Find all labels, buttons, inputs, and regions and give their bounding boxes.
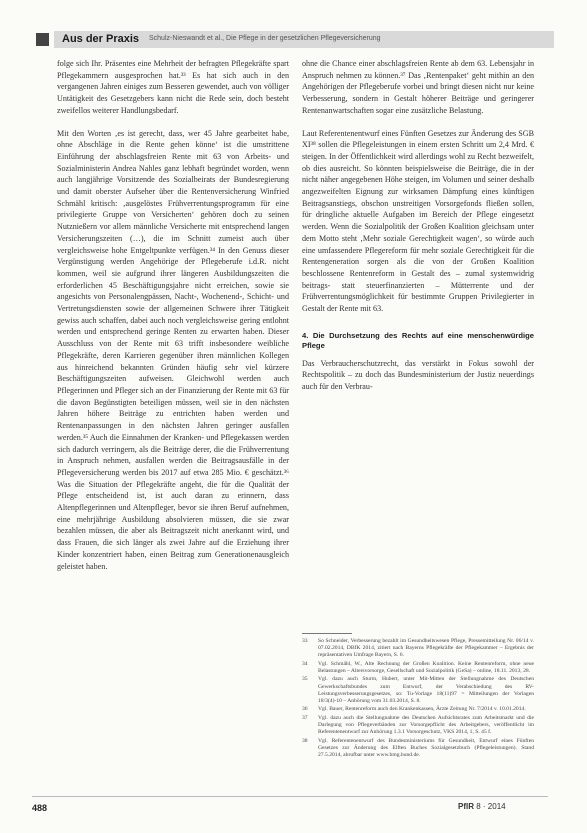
footnote-text: Vgl. dazu auch Sturm, Hubert, unter Mit-Mitten der Stellungnahme des Deutschen Gewerkschaftsbundes zum Entwurf, der Verabschiedung des RV-Leistungsverbesserungsgesetzes, so: Tu-Vorlage 18(11)97 = Mitteilungen der Vorlagen 18/3(4)-10 – Anhörung vom 31.03.2014, S. 8. <box>318 676 534 704</box>
header-marker-square <box>36 33 49 46</box>
right-column <box>302 58 534 393</box>
header-rubric: Aus der Praxis <box>62 33 140 45</box>
body-paragraph: folge sich Ihr. Präsentes eine Mehrheit der befragten Pflegekräfte spart Pflegekammern ausgesprochen hat.³³ Es hat sich auch in den vergangenen Jahren einiges zum Besseren gewendet, auch von völliger Untätigkeit des Gesetzgebers kann nicht die Rede sein, doch besteht zweifellos weiterer Handlungsbedarf. <box>57 59 289 115</box>
footnote-text: Vgl. Bauer, Rentenreform auch den Krankenkassen, Ärzte Zeitung Nr. 7/2014 v. 10.01.2014. <box>318 706 526 713</box>
footnote-number: 38 <box>302 737 308 744</box>
body-paragraph: Das Verbraucherschutzrecht, das verstärkt in Fokus sowohl der Rechtspolitik – zu doch das Bundesministerium der Justiz neuerdings auch für den Verbrau- <box>302 358 534 392</box>
footnote-text: Vgl. dazu auch die Stellungnahme des Deutschen Aufsichtsrates zum Arbeitsmarkt und die Darlegung von Pflegeverbänden zur Vorsorgepflicht des Arbeitgebers, veröffentlicht im Referentenentwurf zur Anhörung 1.3.1 Vorsorgeschutz, VKS 2014, 1, S. 45 f. <box>318 714 534 736</box>
journal-footer <box>458 802 506 811</box>
body-paragraph: Mit den Worten ‚es ist gerecht, dass, wer 45 Jahre gearbeitet habe, ohne Abschläge in die Rente gehen könne‘ ist die umstrittene Einführung der abschlagsfreien Rente mit 63 von Arbeits- und Sozialministerin Andrea Nahles ganz lebhaft begründet worden, wenn auch langjährige Vorsitzende des Sozialbeirats der Bundesregierung und damit oberster Aufseher über die Rentenversicherung Winfried Schmähl kritisch: ‚ausgelöstes Frühverrentungsprogramm für eine privilegierte Gruppe von Versicherten‘ gehören doch zu seinen Nutznießern vor allem männliche Versicherte mit entsprechend langen Versicherungszeiten (…), die im Schnitt zumeist auch über vergleichsweise hohe Entgeltpunkte verfügen.³⁴ In den Genuss dieser Vergünstigung werden Angehörige der Pflegeberufe i.d.R. nicht kommen, weil sie aufgrund ihrer längeren Ausbildungszeiten die erforderlichen 45 Beschäftigungsjahre nicht erreichen, sowie sie angesichts von Personalengpässen, Nacht-, Wochenend-, Schicht- und Vertretungsdiensten sowie der allgemeinen Schwere ihrer Tätigkeit gewiss auch schaffen, dabei auch noch vergleichsweise gering entlohnt werden und entsprechend geringe Renten zu erwarten haben. Dieser Ausschluss von der Rente mit 63 trifft insbesondere weibliche Pflegekräfte, deren Karrieren gegenüber ihren männlichen Kollegen aus hinreichend bekannten Gründen häufig sehr viel kürzere Beschäftigungszeiten aufweisen. Gleichwohl werden auch Pflegerinnen und Pfleger sich an der Finanzierung der Rente mit 63 für die davon Begünstigten beteiligen müssen, weil sie in den nächsten Jahren höhere Beiträge zu entrichten haben werden und Rentenanpassungen in den nächsten Jahren geringer ausfallen werden.³⁵ Auch die Einnahmen der Kranken- und Pflegekassen werden sich dadurch verringern, als die Beiträge derer, die die Frühverrentung in Anspruch nehmen, ausfallen werden die Beitragsausfälle in der Pflegeversicherung werden bis 2017 auf etwa 285 Mio. € geschätzt.³⁶ Was die Situation der Pflegekräfte angeht, die für die Qualität der Pflege entscheidend ist, ist auch daran zu erinnern, dass Altenpflegerinnen und Altenpfleger, bevor sie ihren Beruf aufnehmen, eine mehrjährige Ausbildung absolvieren müssen, die sie zwar bezahlen müssen, die aber als Beitragszeit nicht anerkannt wird, und dass Frauen, die sich länger als zwei Jahre auf die Erziehung ihrer Kinder konzentriert haben, einen Beitrag zum Generationenausgleich geleistet haben. <box>57 128 289 571</box>
footnote-text: Vgl. Referentenentwurf des Bundesministeriums für Gesundheit, Entwurf eines Fünften Gesetzes zur Änderung des Elften Buches Sozialgesetzbuch (Pflegeleistungen). Stand 27.5.2014, abrufbar unter www.bmg.bund.de. <box>318 737 534 758</box>
footnote-text: Vgl. Schmähl, W., Alte Rechnung der Großen Koalition. Keine Rentenreform, ohne neue Belastungen – Altersvorsorge, Gesellschaft und Sozialpolitik (GeSa) – online, 18.11. 2013, 28. <box>318 660 534 674</box>
page-number: 488 <box>32 803 48 813</box>
header-article-title: Schulz-Nieswandt et al., Die Pflege in der gesetzlichen Pflegeversicherung <box>149 35 381 42</box>
footnote-item <box>302 715 534 737</box>
footnote-number: 37 <box>302 714 308 721</box>
footnotes <box>302 638 534 760</box>
footnote-number: 34 <box>302 660 308 667</box>
footnote-separator <box>302 633 352 634</box>
footer-rule <box>32 796 548 797</box>
footnote-item <box>302 661 534 675</box>
footnote-number: 36 <box>302 706 308 713</box>
journal-issue: 8 · 2014 <box>476 802 506 811</box>
left-column <box>57 58 289 583</box>
footnote-text: So Schneider, Verbesserung bezahlt im Gesundheitswesen Pflege, Pressemitteilung Nr. 06/14 v. 07.02.2014, DBfK 2014, zitiert nach Bayerns Pflegekräfte der Pflegekammer – Ergebnis der repräsentativen Umfrage Bayern, S. 6. <box>318 638 534 659</box>
body-paragraph: ohne die Chance einer abschlagsfreien Rente ab dem 63. Lebensjahr in Anspruch nehmen zu können.³⁷ Das ‚Rentenpaket‘ geht mithin an den Angehörigen der Pflegeberufe vorbei und bringt diesen nicht nur keine Verbesserung, sondern in Gestalt höherer Beiträge und geringerer Rentenanwartschaften sogar eine zusätzliche Belastung. <box>302 59 534 115</box>
running-header <box>36 30 556 50</box>
body-paragraph: Laut Referentenentwurf eines Fünften Gesetzes zur Änderung des SGB XI³⁸ sollen die Pflegeleistungen in einem ersten Schritt um 2,4 Mrd. € steigen. In der Öffentlichkeit wird allerdings wohl zu Recht bezweifelt, ob dies ausreicht. So könnten beispielsweise die Beiträge, die in der nicht näher angegebenen Höhe steigen, im Volumen und seiner deshalb angezweifelten Eignung zur wirksamen Dämpfung eines künftigen Beitragsanstiegs, obschon unstreitigen Vorsorgefonds fließen sollen, für dringliche aktuelle Aufgaben im Bereich der Pflege eingesetzt werden. Wenn die Sozialpolitik der Großen Koalition gleichsam unter dem Motto steht ‚Mehr soziale Gerechtigkeit wagen‘, so würde auch eine umfassendere Pflegereform für mehr soziale Gerechtigkeit für die Rentengeneration sorgen als die von der Großen Koalition beschlossene Rentenreform in Gestalt des – zumal systemwidrig beitrags- statt steuerfinanzierten – Mütterrente und der Frühverrentungsmöglichkeit für bestimmte Gruppen Privilegierter in Gestalt der Rente mit 63. <box>302 128 534 314</box>
footnote-item <box>302 676 534 705</box>
footnote-number: 33 <box>302 638 308 644</box>
footnote-item <box>302 738 534 760</box>
journal-name: PflR <box>458 802 474 811</box>
section-heading: 4. Die Durchsetzung des Rechts auf eine menschenwürdige Pflege <box>302 330 534 351</box>
footnote-number: 35 <box>302 676 308 683</box>
footnote-item <box>302 638 534 660</box>
footnote-item <box>302 706 534 713</box>
